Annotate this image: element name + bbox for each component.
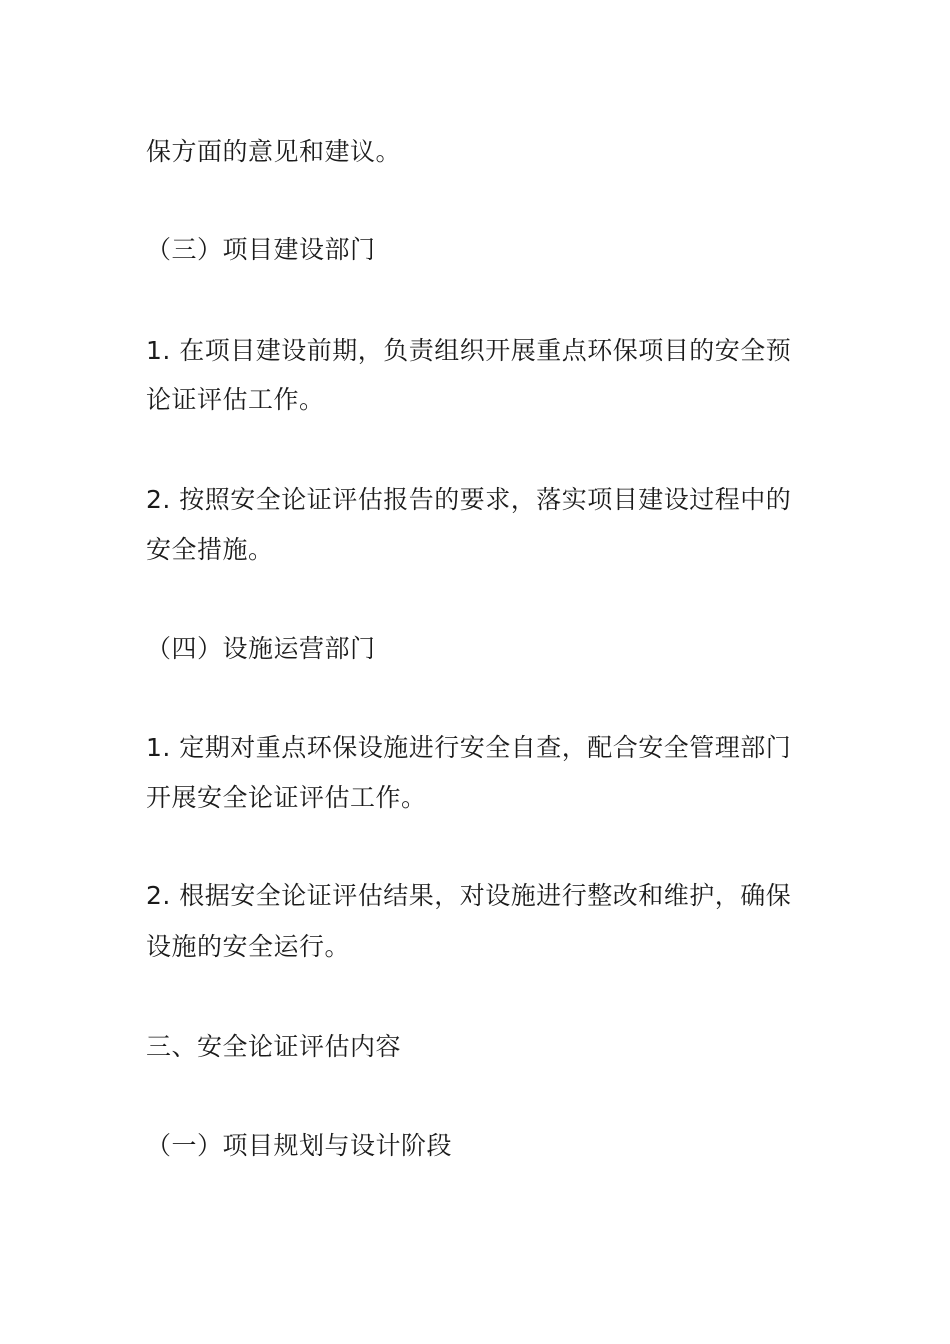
paragraph-line: 1. 定期对重点环保设施进行安全自查，配合安全管理部门 xyxy=(146,733,792,762)
paragraph-line: 2. 按照安全论证评估报告的要求，落实项目建设过程中的 xyxy=(146,485,792,514)
paragraph-line: 2. 根据安全论证评估结果，对设施进行整改和维护，确保 xyxy=(146,881,792,910)
paragraph-line: 保方面的意见和建议。 xyxy=(146,137,402,166)
paragraph-line: 论证评估工作。 xyxy=(146,385,325,414)
paragraph-line: 开展安全论证评估工作。 xyxy=(146,783,427,812)
section-heading: （一）项目规划与设计阶段 xyxy=(146,1131,453,1160)
chapter-heading: 三、安全论证评估内容 xyxy=(146,1032,402,1061)
paragraph-line: 安全措施。 xyxy=(146,535,274,564)
paragraph-line: 1. 在项目建设前期，负责组织开展重点环保项目的安全预 xyxy=(146,336,792,365)
section-heading: （三）项目建设部门 xyxy=(146,235,376,264)
paragraph-line: 设施的安全运行。 xyxy=(146,932,351,961)
section-heading: （四）设施运营部门 xyxy=(146,634,376,663)
